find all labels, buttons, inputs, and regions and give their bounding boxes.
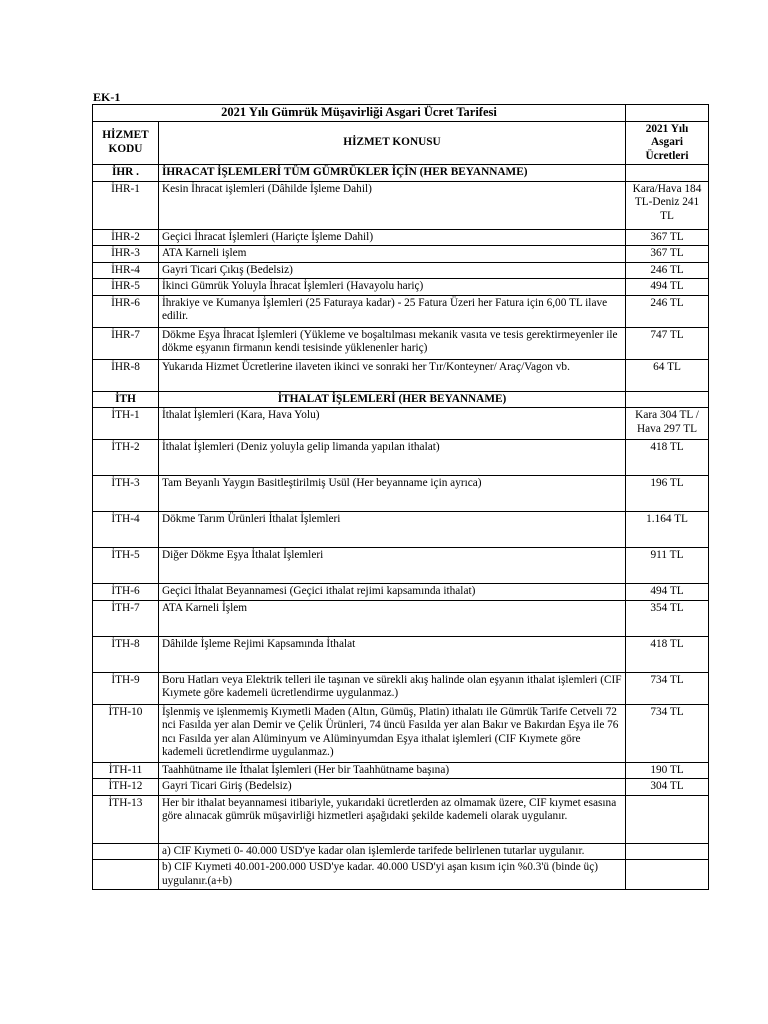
empty-price-cell — [626, 843, 709, 860]
service-subject: ATA Karneli İşlem — [159, 600, 626, 636]
service-price: 304 TL — [626, 779, 709, 796]
export-section-title: İHRACAT İŞLEMLERİ TÜM GÜMRÜKLER İÇİN (HER BEYANNAME) — [159, 165, 626, 182]
table-row — [93, 181, 709, 229]
service-code: İHR-7 — [93, 327, 159, 359]
service-code: İTH-7 — [93, 600, 159, 636]
service-subject: Dökme Eşya İhracat İşlemleri (Yükleme ve boşaltılması mekanik vasıta ve tesis gerektirmeyenler ile dökme eşyanın firmanın kendi tesisinde yüklenenler hariç) — [159, 327, 626, 359]
table-row — [93, 476, 709, 512]
service-subject: Geçici İthalat Beyannamesi (Geçici ithalat rejimi kapsamında ithalat) — [159, 584, 626, 601]
service-code: İTH-4 — [93, 512, 159, 548]
service-price: 367 TL — [626, 229, 709, 246]
table-row — [93, 548, 709, 584]
service-subject: Gayri Ticari Çıkış (Bedelsiz) — [159, 262, 626, 279]
table-row — [93, 512, 709, 548]
service-price: 196 TL — [626, 476, 709, 512]
table-row — [93, 440, 709, 476]
ith13-sub-row — [93, 860, 709, 890]
service-price: 190 TL — [626, 762, 709, 779]
service-code: İTH-12 — [93, 779, 159, 796]
service-code: İTH-3 — [93, 476, 159, 512]
service-subject: Yukarıda Hizmet Ücretlerine ilaveten ikinci ve sonraki her Tır/Konteyner/ Araç/Vagon vb. — [159, 359, 626, 391]
table-row — [93, 600, 709, 636]
import-section-title: İTHALAT İŞLEMLERİ (HER BEYANNAME) — [159, 391, 626, 408]
annex-label: EK-1 — [93, 90, 121, 104]
header-code: HİZMET KODU — [93, 121, 159, 165]
service-price: 1.164 TL — [626, 512, 709, 548]
header-row — [93, 121, 709, 165]
service-subject: Geçici İhracat İşlemleri (Hariçte İşleme Dahil) — [159, 229, 626, 246]
service-subject: ATA Karneli işlem — [159, 246, 626, 263]
table-row — [93, 636, 709, 672]
table-row — [93, 262, 709, 279]
table-row — [93, 279, 709, 296]
import-section-row — [93, 391, 709, 408]
service-price: 246 TL — [626, 262, 709, 279]
service-subject: Kesin İhracat işlemleri (Dâhilde İşleme Dahil) — [159, 181, 626, 229]
service-code: İTH-2 — [93, 440, 159, 476]
service-price: 494 TL — [626, 279, 709, 296]
service-code: İHR-8 — [93, 359, 159, 391]
service-subject: Her bir ithalat beyannamesi itibariyle, yukarıdaki ücretlerden az olmamak üzere, CIF kıymet esasına göre alınacak gümrük müşavirliği hizmetleri aşağıdaki şekilde kademeli olarak uygulanır. — [159, 795, 626, 843]
ith13-sub-a: a) CIF Kıymeti 0- 40.000 USD'ye kadar olan işlemlerde tarifede belirlenen tutarlar uygulanır. — [159, 843, 626, 860]
empty-code-cell — [93, 843, 159, 860]
service-price: 494 TL — [626, 584, 709, 601]
table-title: 2021 Yılı Gümrük Müşavirliği Asgari Ücret Tarifesi — [93, 105, 626, 122]
service-subject: Dâhilde İşleme Rejimi Kapsamında İthalat — [159, 636, 626, 672]
section-empty-cell — [626, 391, 709, 408]
table-row — [93, 327, 709, 359]
service-price — [626, 795, 709, 843]
table-row — [93, 359, 709, 391]
service-subject: İkinci Gümrük Yoluyla İhracat İşlemleri (Havayolu hariç) — [159, 279, 626, 296]
service-price: 418 TL — [626, 636, 709, 672]
export-section-row — [93, 165, 709, 182]
table-row — [93, 795, 709, 843]
section-empty-cell — [626, 165, 709, 182]
export-rows — [93, 181, 709, 391]
table-row — [93, 229, 709, 246]
service-code: İTH-10 — [93, 704, 159, 762]
table-row — [93, 704, 709, 762]
tariff-table — [92, 104, 709, 890]
table-row — [93, 408, 709, 440]
service-price: 246 TL — [626, 295, 709, 327]
service-price: 747 TL — [626, 327, 709, 359]
service-price: 734 TL — [626, 704, 709, 762]
service-code: İHR-2 — [93, 229, 159, 246]
service-price: 418 TL — [626, 440, 709, 476]
service-code: İHR-3 — [93, 246, 159, 263]
header-subject: HİZMET KONUSU — [159, 121, 626, 165]
header-price: 2021 Yılı Asgari Ücretleri — [626, 121, 709, 165]
service-subject: İthalat İşlemleri (Deniz yoluyla gelip limanda yapılan ithalat) — [159, 440, 626, 476]
table-row — [93, 762, 709, 779]
service-subject: İhrakiye ve Kumanya İşlemleri (25 Faturaya kadar) - 25 Fatura Üzeri her Fatura için 6,00 TL ilave edilir. — [159, 295, 626, 327]
service-code: İHR-1 — [93, 181, 159, 229]
service-code: İHR-4 — [93, 262, 159, 279]
service-code: İTH-11 — [93, 762, 159, 779]
table-row — [93, 246, 709, 263]
service-subject: Tam Beyanlı Yaygın Basitleştirilmiş Usül (Her beyanname için ayrıca) — [159, 476, 626, 512]
service-subject: Boru Hatları veya Elektrik telleri ile taşınan ve sürekli akış halinde olan eşyanın ithalat işlemleri (CIF Kıymete göre kademeli ücretlendirme uygulanmaz.) — [159, 672, 626, 704]
service-code: İTH-1 — [93, 408, 159, 440]
service-price: 911 TL — [626, 548, 709, 584]
export-section-code: İHR . — [93, 165, 159, 182]
title-row — [93, 105, 709, 122]
table-row — [93, 672, 709, 704]
service-price: 64 TL — [626, 359, 709, 391]
import-rows — [93, 408, 709, 844]
service-price: 367 TL — [626, 246, 709, 263]
table-row — [93, 779, 709, 796]
service-code: İTH-6 — [93, 584, 159, 601]
import-section-code: İTH — [93, 391, 159, 408]
service-code: İTH-8 — [93, 636, 159, 672]
service-subject: Dökme Tarım Ürünleri İthalat İşlemleri — [159, 512, 626, 548]
table-row — [93, 295, 709, 327]
table-row — [93, 584, 709, 601]
empty-code-cell — [93, 860, 159, 890]
empty-price-cell — [626, 860, 709, 890]
title-empty-cell — [626, 105, 709, 122]
service-price: 734 TL — [626, 672, 709, 704]
service-price: 354 TL — [626, 600, 709, 636]
service-code: İTH-9 — [93, 672, 159, 704]
ith13-sub-b: b) CIF Kıymeti 40.001-200.000 USD'ye kadar. 40.000 USD'yi aşan kısım için %0.3'ü (binde üç) uygulanır.(a+b) — [159, 860, 626, 890]
service-subject: Diğer Dökme Eşya İthalat İşlemleri — [159, 548, 626, 584]
service-subject: Gayri Ticari Giriş (Bedelsiz) — [159, 779, 626, 796]
service-subject: Taahhütname ile İthalat İşlemleri (Her bir Taahhütname başına) — [159, 762, 626, 779]
service-code: İTH-13 — [93, 795, 159, 843]
service-price: Kara/Hava 184 TL-Deniz 241 TL — [626, 181, 709, 229]
service-subject: İthalat İşlemleri (Kara, Hava Yolu) — [159, 408, 626, 440]
ith13-sub-row — [93, 843, 709, 860]
service-code: İHR-5 — [93, 279, 159, 296]
service-price: Kara 304 TL / Hava 297 TL — [626, 408, 709, 440]
service-code: İHR-6 — [93, 295, 159, 327]
service-subject: İşlenmiş ve işlenmemiş Kıymetli Maden (Altın, Gümüş, Platin) ithalatı ile Gümrük Tarife Cetveli 72 nci Fasılda yer alan Demir ve Çelik Ürünleri, 74 üncü Fasılda yer alan Bakır ve Bakırdan Eşya ile 76 ncı Fasılda yer alan Alüminyum ve Alüminyumdan Eşya ithalat işlemleri (CIF Kıymete göre kademeli ücretlendirme uygulanmaz.) — [159, 704, 626, 762]
service-code: İTH-5 — [93, 548, 159, 584]
